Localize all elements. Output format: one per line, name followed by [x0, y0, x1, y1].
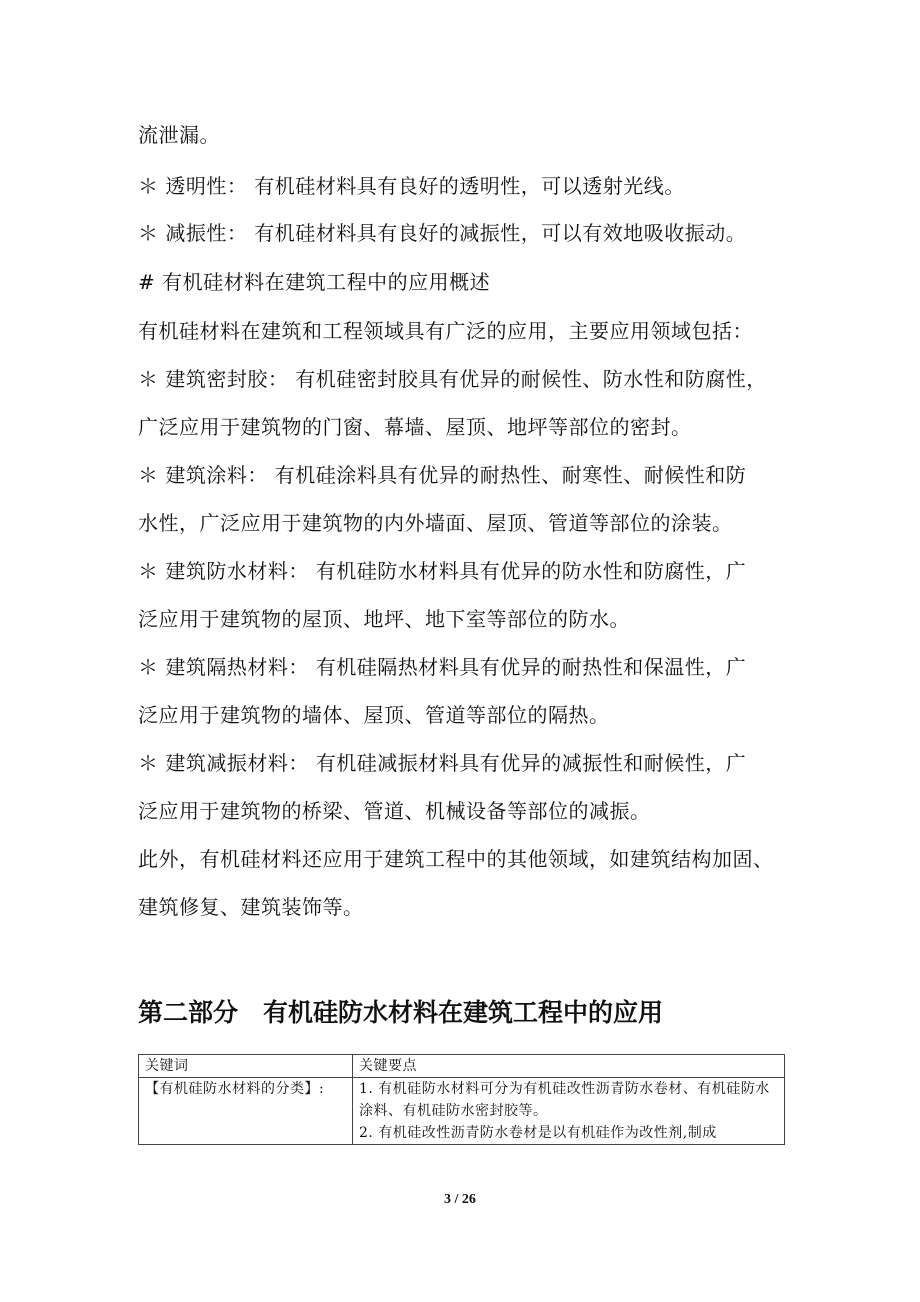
paragraph-line: 有机硅材料在建筑和工程领域具有广泛的应用，主要应用领域包括： [138, 319, 753, 343]
table-row [139, 1078, 785, 1145]
paragraph-line: 泛应用于建筑物的桥梁、管道、机械设备等部位的减振。 [138, 799, 651, 823]
bullet-damping: ＊ 减振性： 有机硅材料具有良好的减振性，可以有效地吸收振动。 [138, 221, 747, 245]
page-number: 3 / 26 [444, 1192, 476, 1207]
paragraph-line: 流泄漏。 [138, 123, 220, 147]
table-header-points: 关键要点 [353, 1055, 785, 1078]
paragraph-line: 此外，有机硅材料还应用于建筑工程中的其他领域，如建筑结构加固、 [138, 847, 774, 871]
keyword-table [138, 1054, 785, 1145]
bullet-waterproofing: ＊ 建筑防水材料： 有机硅防水材料具有优异的防水性和防腐性，广 [138, 559, 747, 583]
points-cell [353, 1078, 785, 1145]
bullet-vibration: ＊ 建筑减振材料： 有机硅减振材料具有优异的减振性和耐候性，广 [138, 751, 747, 775]
paragraph-line: 泛应用于建筑物的墙体、屋顶、管道等部位的隔热。 [138, 703, 610, 727]
section-title: 第二部分 有机硅防水材料在建筑工程中的应用 [138, 998, 664, 1027]
bullet-transparency: ＊ 透明性： 有机硅材料具有良好的透明性，可以透射光线。 [138, 174, 685, 198]
paragraph-line: 广泛应用于建筑物的门窗、幕墙、屋顶、地坪等部位的密封。 [138, 415, 692, 439]
paragraph-line: 建筑修复、建筑装饰等。 [138, 895, 364, 919]
key-point: 2. 有机硅改性沥青防水卷材是以有机硅作为改性剂,制成 [359, 1125, 717, 1141]
markdown-heading: # 有机硅材料在建筑工程中的应用概述 [138, 270, 491, 294]
table-header-row [139, 1055, 785, 1078]
bullet-insulation: ＊ 建筑隔热材料： 有机硅隔热材料具有优异的耐热性和保温性，广 [138, 655, 747, 679]
bullet-coating: ＊ 建筑涂料： 有机硅涂料具有优异的耐热性、耐寒性、耐候性和防 [138, 463, 747, 487]
keyword-cell: 【有机硅防水材料的分类】: [139, 1078, 353, 1145]
paragraph-line: 水性，广泛应用于建筑物的内外墙面、屋顶、管道等部位的涂装。 [138, 511, 733, 535]
bullet-sealant: ＊ 建筑密封胶： 有机硅密封胶具有优异的耐候性、防水性和防腐性， [138, 367, 767, 391]
paragraph-line: 泛应用于建筑物的屋顶、地坪、地下室等部位的防水。 [138, 607, 630, 631]
table-header-keyword: 关键词 [139, 1055, 353, 1078]
key-point: 1. 有机硅防水材料可分为有机硅改性沥青防水卷材、有机硅防水涂料、有机硅防水密封胶等。 [359, 1081, 770, 1119]
